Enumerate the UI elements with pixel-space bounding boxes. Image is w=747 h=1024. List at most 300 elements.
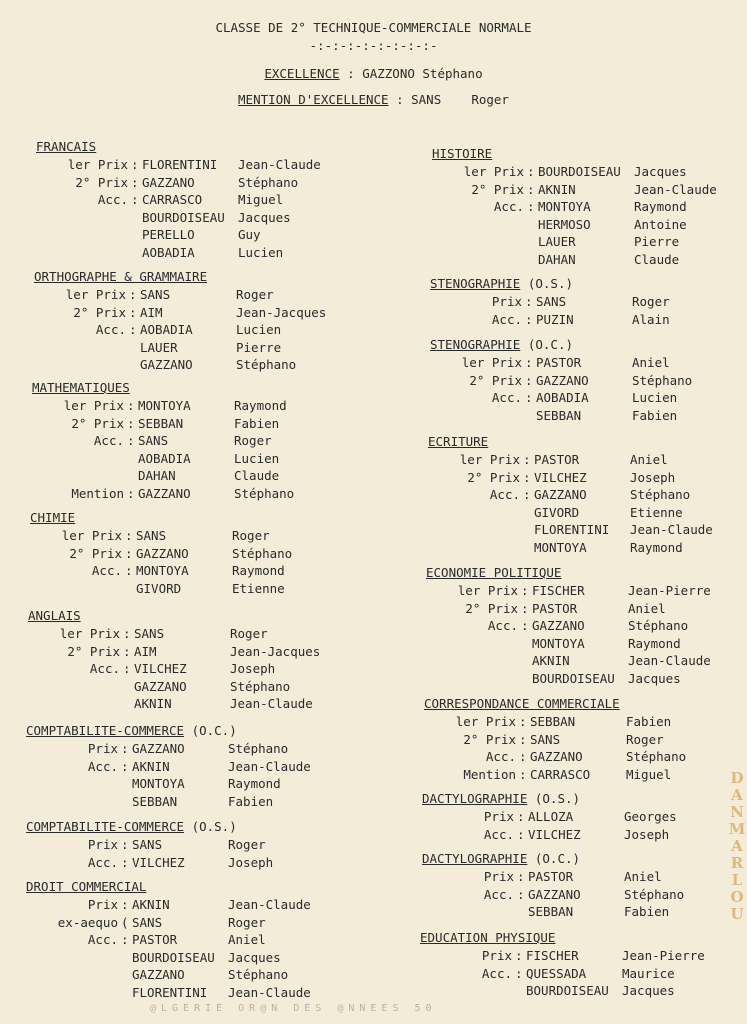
award-label: Prix — [483, 869, 514, 884]
award-label: ex-aequo — [57, 914, 118, 930]
award-row — [422, 826, 670, 844]
student-firstname: Aniel — [632, 355, 670, 370]
student-firstname: Stéphano — [230, 678, 291, 694]
award-separator: : — [127, 398, 135, 413]
award-label: Acc. — [97, 192, 128, 208]
award-row — [432, 251, 680, 269]
award-separator: : — [517, 886, 525, 902]
award-separator: : — [123, 661, 131, 677]
award-row — [28, 643, 321, 661]
student-firstname: Jean-Claude — [228, 984, 311, 1000]
subject-section — [32, 379, 295, 503]
award-label: Prix — [481, 948, 512, 963]
student-surname: VILCHEZ — [132, 854, 185, 870]
excellence-value: GAZZONO Stéphano — [362, 66, 483, 81]
student-firstname: Raymond — [232, 563, 285, 579]
award-row — [428, 469, 676, 487]
student-surname: MONTOYA — [136, 563, 189, 579]
student-firstname: Jean-Claude — [630, 522, 713, 538]
award-separator: : — [129, 287, 137, 302]
student-surname: PASTOR — [536, 355, 582, 370]
student-firstname: Jean-Claude — [228, 897, 311, 912]
award-separator: : — [517, 869, 525, 884]
subject-title — [32, 379, 130, 397]
excellence-line — [0, 66, 747, 81]
subject-title — [430, 275, 573, 293]
award-row — [32, 485, 295, 503]
student-firstname: Roger — [632, 294, 670, 309]
student-surname: BOURDOISEAU — [526, 983, 609, 999]
award-label: ler Prix — [63, 398, 124, 413]
student-firstname: Joseph — [624, 826, 670, 842]
student-surname: MONTOYA — [138, 398, 191, 413]
subject-title — [424, 695, 620, 713]
student-surname: PERELLO — [142, 227, 195, 243]
subject-name: HISTOIRE — [432, 146, 493, 161]
award-separator: : — [519, 749, 527, 765]
award-row — [428, 504, 683, 522]
award-label: ler Prix — [59, 626, 120, 641]
student-surname: GAZZANO — [532, 618, 585, 634]
award-separator: : — [121, 837, 129, 852]
award-row — [26, 836, 266, 854]
student-surname: GAZZANO — [528, 886, 581, 902]
award-row — [36, 244, 284, 262]
student-surname: VILCHEZ — [534, 469, 587, 485]
student-firstname: Jean-Claude — [230, 696, 313, 712]
student-firstname: Stéphano — [236, 357, 297, 373]
subject-option: (O.S.) — [527, 791, 581, 806]
award-row — [424, 748, 687, 766]
student-surname: FLORENTINI — [142, 157, 218, 172]
award-row — [36, 174, 299, 192]
student-firstname: Stéphano — [238, 174, 299, 190]
student-firstname: Stéphano — [228, 967, 289, 983]
award-row — [430, 354, 670, 372]
student-firstname: Aniel — [624, 869, 662, 884]
student-firstname: Fabien — [626, 714, 672, 729]
award-label: ler Prix — [65, 287, 126, 302]
subject-option: (O.S.) — [184, 819, 237, 834]
student-surname: AOBADIA — [138, 450, 191, 466]
subject-section — [420, 929, 705, 1000]
award-label: 2° Prix — [69, 545, 122, 561]
award-separator: : — [517, 809, 525, 824]
student-firstname: Roger — [228, 837, 266, 852]
subject-section — [432, 145, 717, 269]
subject-section — [422, 850, 685, 921]
student-firstname: Pierre — [634, 234, 680, 250]
student-firstname: Antoine — [634, 216, 687, 232]
award-row — [430, 311, 670, 329]
award-separator: ( — [121, 914, 129, 930]
student-firstname: Roger — [228, 914, 266, 930]
student-firstname: Jean-Pierre — [622, 948, 705, 963]
award-separator: : — [121, 758, 129, 774]
student-firstname: Raymond — [228, 776, 281, 792]
student-surname: FISCHER — [532, 583, 585, 598]
award-label: Acc. — [87, 758, 118, 774]
award-label: Acc. — [493, 199, 524, 215]
excellence-label: EXCELLENCE — [264, 66, 340, 81]
student-surname: GAZZANO — [132, 967, 185, 983]
award-row — [26, 854, 274, 872]
subject-title — [426, 564, 561, 582]
student-surname: AKNIN — [132, 897, 170, 912]
subject-title — [26, 818, 237, 836]
award-separator: : — [523, 487, 531, 503]
subject-section — [26, 878, 311, 1002]
student-surname: QUESSADA — [526, 965, 587, 981]
student-firstname: Jacques — [634, 164, 687, 179]
student-surname: CARRASCO — [142, 192, 203, 208]
award-row — [36, 226, 261, 244]
subject-name: MATHEMATIQUES — [32, 380, 130, 395]
student-surname: FLORENTINI — [132, 984, 208, 1000]
student-surname: AKNIN — [532, 653, 570, 669]
student-surname: FISCHER — [526, 948, 579, 963]
award-separator: : — [515, 948, 523, 963]
student-firstname: Raymond — [634, 199, 687, 215]
award-label: Mention — [71, 485, 124, 501]
student-firstname: Pierre — [236, 339, 282, 355]
student-firstname: Etienne — [630, 504, 683, 520]
student-surname: MONTOYA — [534, 539, 587, 555]
student-firstname: Raymond — [628, 635, 681, 651]
student-surname: GAZZANO — [534, 487, 587, 503]
award-separator: : — [523, 452, 531, 467]
student-surname: PUZIN — [536, 311, 574, 327]
student-surname: CARRASCO — [530, 766, 591, 782]
student-firstname: Lucien — [632, 390, 678, 406]
subject-section — [30, 509, 293, 597]
student-firstname: Roger — [232, 528, 270, 543]
award-label: 2° Prix — [71, 415, 124, 431]
student-surname: LAUER — [538, 234, 576, 250]
award-row — [424, 766, 672, 784]
student-firstname: Jean-Claude — [628, 653, 711, 669]
student-surname: AOBADIA — [142, 244, 195, 260]
student-firstname: Maurice — [622, 965, 675, 981]
award-row — [28, 695, 313, 713]
award-row — [426, 600, 666, 618]
award-row — [420, 947, 705, 965]
award-separator: : — [525, 355, 533, 370]
award-row — [34, 321, 282, 339]
student-firstname: Fabien — [228, 793, 274, 809]
award-row — [26, 914, 266, 932]
award-separator: : — [525, 311, 533, 327]
student-surname: GAZZANO — [132, 741, 185, 756]
award-row — [32, 415, 280, 433]
student-firstname: Roger — [236, 287, 274, 302]
subject-section — [28, 607, 321, 713]
award-row — [32, 467, 280, 485]
student-surname: AOBADIA — [536, 390, 589, 406]
award-row — [422, 808, 677, 826]
student-firstname: Stéphano — [632, 372, 693, 388]
award-row — [420, 965, 675, 983]
award-row — [36, 209, 291, 227]
award-separator: : — [127, 415, 135, 431]
student-surname: GAZZANO — [536, 372, 589, 388]
student-surname: BOURDOISEAU — [132, 949, 215, 965]
student-firstname: Miguel — [238, 192, 284, 208]
award-row — [34, 286, 274, 304]
award-separator: : — [519, 766, 527, 782]
student-surname: AIM — [140, 304, 163, 320]
award-row — [36, 156, 321, 174]
award-row — [428, 521, 713, 539]
award-separator: : — [527, 181, 535, 197]
subject-section — [26, 818, 274, 871]
student-surname: GIVORD — [534, 504, 580, 520]
award-separator: : — [129, 322, 137, 338]
award-row — [432, 181, 717, 199]
award-row — [26, 949, 281, 967]
award-separator: : — [127, 485, 135, 501]
award-label: 2° Prix — [467, 469, 520, 485]
award-label: Prix — [483, 809, 514, 824]
student-surname: DAHAN — [538, 251, 576, 267]
student-firstname: Joseph — [228, 854, 274, 870]
award-row — [430, 389, 678, 407]
student-surname: PASTOR — [528, 869, 574, 884]
award-row — [28, 625, 268, 643]
award-label: Acc. — [483, 886, 514, 902]
award-separator: : — [523, 469, 531, 485]
student-surname: SANS — [132, 914, 163, 930]
award-row — [32, 397, 287, 415]
student-firstname: Stéphano — [628, 618, 689, 634]
award-label: Prix — [87, 897, 118, 912]
subject-title — [26, 722, 237, 740]
student-surname: SEBBAN — [530, 714, 576, 729]
student-firstname: Georges — [624, 809, 677, 824]
subject-section — [36, 138, 321, 262]
student-surname: SANS — [530, 731, 561, 747]
student-surname: BOURDOISEAU — [532, 670, 615, 686]
award-label: Acc. — [89, 661, 120, 677]
award-row — [426, 635, 681, 653]
student-surname: DAHAN — [138, 468, 176, 484]
subject-name: DACTYLOGRAPHIE — [422, 851, 528, 866]
student-surname: SANS — [140, 287, 171, 302]
student-surname: HERMOSO — [538, 216, 591, 232]
student-surname: SEBBAN — [536, 407, 582, 423]
subject-option: (O.C.) — [527, 851, 581, 866]
award-label: Prix — [491, 294, 522, 309]
award-separator: : — [519, 731, 527, 747]
award-separator: : — [525, 390, 533, 406]
award-row — [26, 793, 274, 811]
award-row — [26, 896, 311, 914]
student-surname: AKNIN — [538, 181, 576, 197]
award-row — [426, 670, 681, 688]
student-surname: GAZZANO — [142, 174, 195, 190]
student-surname: AKNIN — [134, 696, 172, 712]
student-surname: SANS — [134, 626, 165, 641]
award-separator: : — [521, 600, 529, 616]
award-row — [30, 580, 285, 598]
award-row — [32, 432, 272, 450]
award-row — [422, 886, 685, 904]
student-surname: AIM — [134, 643, 157, 659]
award-separator: : — [521, 583, 529, 598]
student-firstname: Miguel — [626, 766, 672, 782]
subject-section — [26, 722, 311, 810]
student-surname: PASTOR — [532, 600, 578, 616]
award-label: 2° Prix — [463, 731, 516, 747]
student-surname: PASTOR — [534, 452, 580, 467]
subject-name: ANGLAIS — [28, 608, 81, 623]
award-row — [428, 539, 683, 557]
student-surname: LAUER — [140, 339, 178, 355]
subject-section — [34, 268, 327, 374]
award-separator: : — [131, 157, 139, 172]
student-surname: GAZZANO — [530, 749, 583, 765]
award-label: ler Prix — [459, 452, 520, 467]
award-label: Acc. — [481, 965, 512, 981]
award-row — [26, 758, 311, 776]
student-firstname: Fabien — [234, 415, 280, 431]
student-firstname: Roger — [626, 731, 664, 747]
student-firstname: Fabien — [632, 407, 678, 423]
student-surname: GAZZANO — [134, 678, 187, 694]
subject-title — [422, 850, 580, 868]
subject-name: STENOGRAPHIE — [430, 337, 521, 352]
award-row — [430, 407, 678, 425]
student-firstname: Jean-Jacques — [230, 643, 321, 659]
award-label: Acc. — [491, 390, 522, 406]
student-surname: SANS — [136, 528, 167, 543]
award-label: ler Prix — [67, 157, 128, 172]
student-firstname: Jean-Claude — [634, 181, 717, 197]
award-label: Acc. — [489, 487, 520, 503]
award-row — [32, 450, 280, 468]
mention-sep: : — [388, 92, 412, 107]
award-separator: : — [521, 618, 529, 634]
award-row — [26, 931, 266, 949]
award-label: ler Prix — [461, 355, 522, 370]
award-separator: : — [123, 626, 131, 641]
student-firstname: Roger — [234, 433, 272, 449]
subject-title — [30, 509, 75, 527]
subject-option: (O.C.) — [520, 337, 573, 352]
student-firstname: Aniel — [630, 452, 668, 467]
award-label: 2° Prix — [73, 304, 126, 320]
student-surname: ALLOZA — [528, 809, 574, 824]
award-label: Acc. — [95, 322, 126, 338]
student-surname: GAZZANO — [140, 357, 193, 373]
student-firstname: Roger — [230, 626, 268, 641]
student-firstname: Jean-Jacques — [236, 304, 327, 320]
award-row — [420, 982, 675, 1000]
award-label: Mention — [463, 766, 516, 782]
subject-name: ECONOMIE POLITIQUE — [426, 565, 562, 580]
award-row — [432, 216, 687, 234]
mention-label: MENTION D'EXCELLENCE — [238, 92, 389, 107]
student-firstname: Lucien — [234, 450, 280, 466]
award-row — [26, 775, 281, 793]
award-row — [426, 652, 711, 670]
student-firstname: Jacques — [622, 983, 675, 999]
student-firstname: Jean-Claude — [228, 758, 311, 774]
watermark: @LGERIE OR@N DES @NNEES 50 — [150, 1003, 437, 1014]
award-row — [430, 372, 693, 390]
student-surname: GAZZANO — [138, 485, 191, 501]
award-separator: : — [527, 199, 535, 215]
student-firstname: Stéphano — [232, 545, 293, 561]
award-row — [426, 617, 689, 635]
student-firstname: Lucien — [238, 244, 284, 260]
award-separator: : — [519, 714, 527, 729]
award-separator: : — [121, 854, 129, 870]
award-row — [430, 293, 670, 311]
award-row — [428, 486, 691, 504]
subject-section — [430, 275, 670, 328]
subject-name: DACTYLOGRAPHIE — [422, 791, 528, 806]
student-firstname: Etienne — [232, 580, 285, 596]
subject-section — [424, 695, 687, 783]
student-firstname: Aniel — [628, 600, 666, 616]
student-surname: VILCHEZ — [528, 826, 581, 842]
student-surname: GAZZANO — [136, 545, 189, 561]
student-firstname: Fabien — [624, 904, 670, 920]
award-separator: : — [125, 545, 133, 561]
student-firstname: Claude — [634, 251, 680, 267]
award-row — [432, 233, 680, 251]
student-surname: SEBBAN — [528, 904, 574, 920]
student-firstname: Joseph — [230, 661, 276, 677]
award-label: Acc. — [91, 563, 122, 579]
award-label: ler Prix — [61, 528, 122, 543]
award-row — [26, 966, 289, 984]
mention-line — [0, 92, 747, 107]
subject-name: EDUCATION PHYSIQUE — [420, 930, 556, 945]
student-firstname: Stéphano — [228, 741, 289, 756]
award-label: 2° Prix — [471, 181, 524, 197]
award-separator: : — [123, 643, 131, 659]
subject-title — [422, 790, 580, 808]
student-firstname: Stéphano — [626, 749, 687, 765]
mention-value: SANS Roger — [411, 92, 509, 107]
student-surname: AOBADIA — [140, 322, 193, 338]
award-separator: : — [129, 304, 137, 320]
award-label: Acc. — [93, 433, 124, 449]
student-firstname: Jacques — [628, 670, 681, 686]
award-label: ler Prix — [463, 164, 524, 179]
award-row — [34, 356, 297, 374]
award-label: ler Prix — [455, 714, 516, 729]
award-row — [30, 527, 270, 545]
side-watermark: DANMARLOU — [728, 769, 746, 923]
award-separator: : — [121, 897, 129, 912]
subject-name: COMPTABILITE-COMMERCE — [26, 819, 185, 834]
student-surname: SANS — [132, 837, 163, 852]
award-label: 2° Prix — [469, 372, 522, 388]
document-title: CLASSE DE 2° TECHNIQUE-COMMERCIALE NORMALE — [215, 20, 532, 35]
subject-name: ORTHOGRAPHE & GRAMMAIRE — [34, 269, 208, 284]
subject-title — [36, 138, 96, 156]
student-surname: BOURDOISEAU — [538, 164, 621, 179]
award-label: 2° Prix — [67, 643, 120, 659]
student-surname: SEBBAN — [132, 793, 178, 809]
student-firstname: Alain — [632, 311, 670, 327]
award-label: 2° Prix — [465, 600, 518, 616]
student-firstname: Stéphano — [234, 485, 295, 501]
subject-title — [26, 878, 146, 896]
